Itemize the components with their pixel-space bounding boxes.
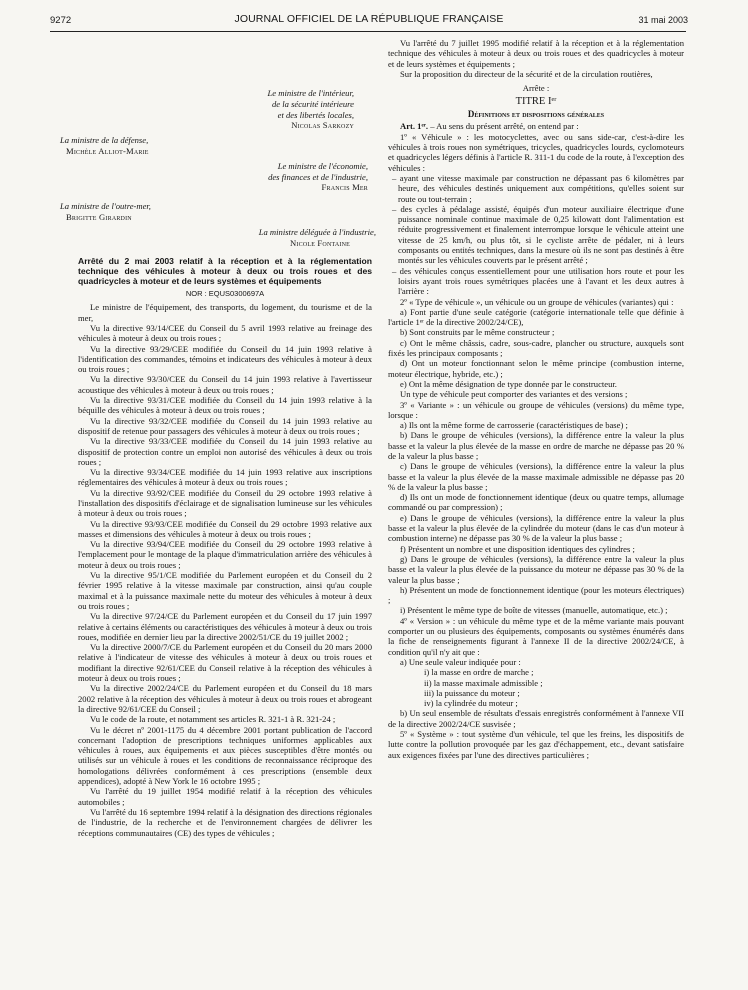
- right-column: [388, 38, 684, 760]
- visa-paragraph: Vu la directive 93/14/CEE du Conseil du 5 avril 1993 relative au freinage des véhicules à moteur à deux ou trois roues ;: [78, 322, 372, 344]
- definition-paragraph: g) Dans le groupe de véhicules (versions), la différence entre la valeur la plus basse et la valeur la plus élevée de la puissance du moteur ne dépasse pas 30 % de la valeur la plus basse ;: [388, 553, 684, 585]
- signature-fontaine: [78, 227, 376, 249]
- nor-reference: NOR : EQUS0300697A: [185, 289, 265, 299]
- visa-paragraph: Vu le décret nº 2001-1175 du 4 décembre 2001 portant publication de l'accord concernant l'adoption de prescriptions techniques uniformes applicables aux véhicules à roues, aux équipements et aux pièces susceptibles d'être montés ou utilisés sur un véhicule à roues et les conditions de reconnaissance réciproque des homologations délivrées conformément à ces prescriptions (ensemble deux appendices), adopté à New York le 16 octobre 1995 ;: [78, 724, 372, 787]
- definition-paragraph: a) Font partie d'une seule catégorie (catégorie internationale telle que définie à l'article 1ᵉʳ de la directive 2002/24/CE),: [388, 306, 684, 328]
- signature-role-line: et des libertés locales,: [277, 109, 354, 120]
- definition-paragraph: i) Présentent le même type de boîte de vitesses (manuelle, automatique, etc.) ;: [400, 605, 668, 616]
- signature-sarkozy: [78, 88, 354, 131]
- visa-paragraph: Vu la directive 93/94/CEE modifiée du Conseil du 29 octobre 1993 relative à l'emplacement pour le montage de la plaque d'immatriculation arrière des véhicules à moteur à deux ou trois roues ;: [78, 539, 372, 570]
- arrete-heading: Arrête :: [522, 83, 550, 94]
- sub-list-item: iii) la puissance du moteur ;: [424, 687, 520, 698]
- visa-paragraph: Vu la directive 93/93/CEE modifiée du Conseil du 29 octobre 1993 relative aux masses et dimensions des véhicules à moteur à deux ou trois roues ;: [78, 518, 372, 539]
- visa-paragraph: Vu la directive 95/1/CE modifiée du Parlement européen et du Conseil du 2 février 1995 relative à la vitesse maximale par construction, ainsi qu'au couple maximal et à la puissance maximale nette du moteur des véhicules à moteur à deux ou trois roues ;: [78, 570, 372, 611]
- visa-paragraph: Vu la directive 93/30/CEE du Conseil du 14 juin 1993 relative à l'avertisseur acoustique des véhicules à moteur à deux ou trois roues ;: [78, 374, 372, 395]
- definition-paragraph: e) Dans le groupe de véhicules (versions), la différence entre la valeur la plus basse et la valeur la plus élevée de la cylindrée du moteur (dans le cas d'un moteur à combustion interne) ne dépasse pas 30 % de la valeur la plus basse ;: [388, 512, 684, 544]
- page-number: 9272: [50, 15, 72, 26]
- definition-paragraph: 3º « Variante » : un véhicule ou groupe de véhicules (versions) du même type, lorsque :: [388, 399, 684, 420]
- visa-paragraph: Vu l'arrêté du 16 septembre 1994 relatif à la désignation des directions régionales de l'industrie, de la recherche et de l'environnement chargées de délivrer les réceptions communautaires (CE) des types de véhicules ;: [78, 806, 372, 838]
- definition-paragraph: b) Sont construits par le même constructeur ;: [400, 327, 555, 338]
- sub-list-item: i) la masse en ordre de marche ;: [424, 667, 534, 678]
- definition-paragraph: d) Ont un moteur fonctionnant selon le même principe (combustion interne, moteur électrique, hybride, etc.) ;: [388, 358, 684, 379]
- sub-list-item: iv) la cylindrée du moteur ;: [424, 698, 518, 709]
- visa-paragraph: Vu la directive 93/32/CEE modifiée du Conseil du 14 juin 1993 relative au dispositif de retenue pour passagers des véhicules à moteur à deux ou trois roues ;: [78, 415, 372, 436]
- signature-role-line: La ministre de l'outre-mer,: [60, 201, 151, 212]
- definition-paragraph: f) Présentent un nombre et une disposition identiques des cylindres ;: [400, 543, 635, 554]
- signature-name: Nicole Fontaine: [290, 237, 350, 248]
- definition-paragraph: 5º « Système » : tout système d'un véhicule, tel que les freins, les dispositifs de lutte contre la pollution provoquée par les gaz d'échappement, etc., devant satisfaire aux exigences fixées par l'une des directives particulières ;: [388, 729, 684, 760]
- definition-paragraph: b) Dans le groupe de véhicules (versions), la différence entre la valeur la plus basse et la valeur la plus élevée de la masse en ordre de marche ne dépasse pas 20 % de la valeur la plus basse ;: [388, 430, 684, 461]
- signature-girardin: [60, 201, 372, 223]
- article-1-body: [388, 132, 684, 760]
- definition-paragraph: d) Ils ont un mode de fonctionnement identique (deux ou quatre temps, allumage commandé ou par compression) ;: [388, 492, 684, 513]
- signature-name: Michèle Alliot-Marie: [66, 145, 149, 156]
- decree-title: Arrêté du 2 mai 2003 relatif à la réception et à la réglementation technique des véhicules à moteur à deux ou trois roues et des quadricycles à moteur et de leurs systèmes et équipements: [78, 256, 372, 287]
- titre-heading: TITRE Iᵉʳ: [515, 96, 557, 108]
- article-number: Art. 1ᵉʳ.: [400, 121, 431, 132]
- visa-paragraph: Vu la directive 93/92/CEE modifiée du Conseil du 29 octobre 1993 relative à l'installation des dispositifs d'éclairage et de signalisation lumineuse sur les véhicules à moteur à deux ou trois roues ;: [78, 487, 372, 519]
- visa-paragraph: Vu la directive 93/34/CEE modifiée du 14 juin 1993 relative aux inscriptions réglementaires des véhicules à moteur à deux ou trois roues ;: [78, 467, 372, 488]
- signature-name: Francis Mer: [321, 182, 368, 193]
- visa-paragraph: Vu la directive 93/31/CEE modifiée du Conseil du 14 juin 1993 relative à la béquille des véhicules à moteur à deux ou trois roues ;: [78, 395, 372, 416]
- definition-paragraph: 1º « Véhicule » : les motocyclettes, avec ou sans side-car, c'est-à-dire les véhicules à trois roues non symétriques, tricycles, quadricycles lourds, cyclomoteurs et quadricycles légers définis à l'article R. 311-1 du code de la route, à l'exception des véhicules :: [388, 131, 684, 173]
- visa-paragraph: Vu la directive 2002/24/CE du Parlement européen et du Conseil du 18 mars 2002 relative à la réception des véhicules à moteur à deux ou trois roues et abrogeant la directive 92/61/CEE du Conseil ;: [78, 683, 372, 714]
- signature-role-line: des finances et de l'industrie,: [268, 171, 368, 182]
- visa-paragraph: Vu la directive 93/33/CEE modifiée du Conseil du 14 juin 1993 relative au dispositif de protection contre un emploi non autorisé des véhicules à deux ou trois roues ;: [78, 436, 372, 467]
- visa-paragraph: Vu la directive 97/24/CE du Parlement européen et du Conseil du 17 juin 1997 relative à certains éléments ou caractéristiques des véhicules à moteur à deux ou trois roues, modifiée en dernier lieu par la directive 2002/51/CE du 19 juillet 2002 ;: [78, 611, 372, 642]
- journal-title: JOURNAL OFFICIEL DE LA RÉPUBLIQUE FRANÇAISE: [234, 13, 504, 25]
- signature-name: Nicolas Sarkozy: [291, 120, 354, 131]
- visa-paragraph: Vu l'arrêté du 7 juillet 1995 modifié relatif à la réception et à la réglementation technique des véhicules à moteur à deux ou trois roues et des quadricycles à moteur et de leurs systèmes et équipements ;: [388, 38, 684, 69]
- proposal-paragraph: Sur la proposition du directeur de la sécurité et de la circulation routières,: [400, 68, 653, 79]
- definition-paragraph: 4º « Version » : un véhicule du même type et de la même variante mais pouvant comporter un ou plusieurs des équipements, composants ou systèmes énumérés dans la fiche de renseignements figurant à l'annexe II de la directive 2002/24/CE, à condition qu'il n'y ait que :: [388, 615, 684, 657]
- definition-paragraph: c) Dans le groupe de véhicules (versions), la différence entre la valeur la plus basse et la valeur la plus élevée de la masse maximale admissible ne dépasse pas 20 % de la valeur la plus basse ;: [388, 461, 684, 492]
- section-heading: Définitions et dispositions générales: [467, 109, 605, 120]
- sub-list-item: ii) la masse maximale admissible ;: [424, 677, 543, 688]
- signature-role-line: La ministre de la défense,: [60, 135, 149, 146]
- dash-item: – des cycles à pédalage assisté, équipés d'un moteur auxiliaire électrique d'une puissance nominale continue maximale de 0,25 kilowatt dont l'alimentation est réduite progressivement et finalement interrompue lorsque le véhicule atteint une vitesse de 25 km/h, ou plus tôt, si le cycliste arrête de pédaler, ni à leurs composants ou entités techniques, dans la mesure où ils ne sont pas destinés à être montés sur les véhicules couverts par le présent arrêté ;: [392, 203, 684, 266]
- signature-alliot-marie: [60, 135, 372, 157]
- signature-role-line: de la sécurité intérieure: [271, 98, 354, 109]
- dash-item: – des véhicules conçus essentiellement pour une utilisation hors route et pour les loisirs ayant trois roues symétriques placées une à l'avant et les deux autres à l'arrière :: [392, 265, 684, 297]
- visa-paragraph: Vu la directive 93/29/CEE modifiée du Conseil du 14 juin 1993 relative à l'identification des commandes, témoins et indicateurs des véhicules à moteur à deux ou trois roues ;: [78, 343, 372, 375]
- definition-paragraph: 2º « Type de véhicule », un véhicule ou un groupe de véhicules (variantes) qui :: [400, 296, 674, 307]
- visa-paragraph: Vu l'arrêté du 19 juillet 1954 modifié relatif à la réception des véhicules automobiles ;: [78, 786, 372, 807]
- visa-paragraph: Le ministre de l'équipement, des transports, du logement, du tourisme et de la mer,: [78, 302, 372, 323]
- issue-date: 31 mai 2003: [638, 15, 688, 25]
- signature-name: Brigitte Girardin: [66, 211, 132, 222]
- header-rule: [50, 31, 686, 32]
- dash-item: – ayant une vitesse maximale par construction ne dépassant pas 6 kilomètres par heure, des véhicules destinés uniquement aux compétitions, qu'elles soient sur route ou tout-terrain ;: [392, 172, 684, 204]
- article-1-intro: Art. 1ᵉʳ. – Au sens du présent arrêté, on entend par :: [400, 121, 579, 132]
- definition-paragraph: b) Un seul ensemble de résultats d'essais enregistrés conformément à l'annexe VII de la directive 2002/24/CE susvisée ;: [388, 708, 684, 729]
- signature-role-line: Le ministre de l'économie,: [277, 160, 368, 171]
- left-column: [60, 38, 376, 838]
- definition-paragraph: a) Une seule valeur indiquée pour :: [400, 656, 521, 667]
- definition-paragraph: e) Ont la même désignation de type donnée par le constructeur.: [400, 378, 617, 389]
- decree-visas: [78, 302, 372, 837]
- definition-paragraph: h) Présentent un mode de fonctionnement identique (pour les moteurs électriques) ;: [388, 584, 684, 606]
- page-header: [50, 13, 688, 29]
- definition-paragraph: a) Ils ont la même forme de carrosserie (caractéristiques de base) ;: [400, 420, 628, 431]
- visa-paragraph: Vu la directive 2000/7/CE du Parlement européen et du Conseil du 20 mars 2000 relative à l'indicateur de vitesse des véhicules à moteur à deux ou trois roues et modifiant la directive 92/61/CEE du Conseil relative à la réception des véhicules à moteur à deux ou trois roues ;: [78, 642, 372, 684]
- definition-paragraph: c) Ont le même châssis, cadre, sous-cadre, plancher ou structure, auxquels sont fixés les principaux composants ;: [388, 337, 684, 359]
- visa-paragraph: Vu le code de la route, et notamment ses articles R. 321-1 à R. 321-24 ;: [90, 714, 336, 725]
- signature-role-line: Le ministre de l'intérieur,: [267, 88, 354, 98]
- definition-paragraph: Un type de véhicule peut comporter des variantes et des versions ;: [400, 389, 628, 400]
- signature-role-line: La ministre déléguée à l'industrie,: [258, 226, 376, 237]
- signature-mer: [78, 161, 368, 193]
